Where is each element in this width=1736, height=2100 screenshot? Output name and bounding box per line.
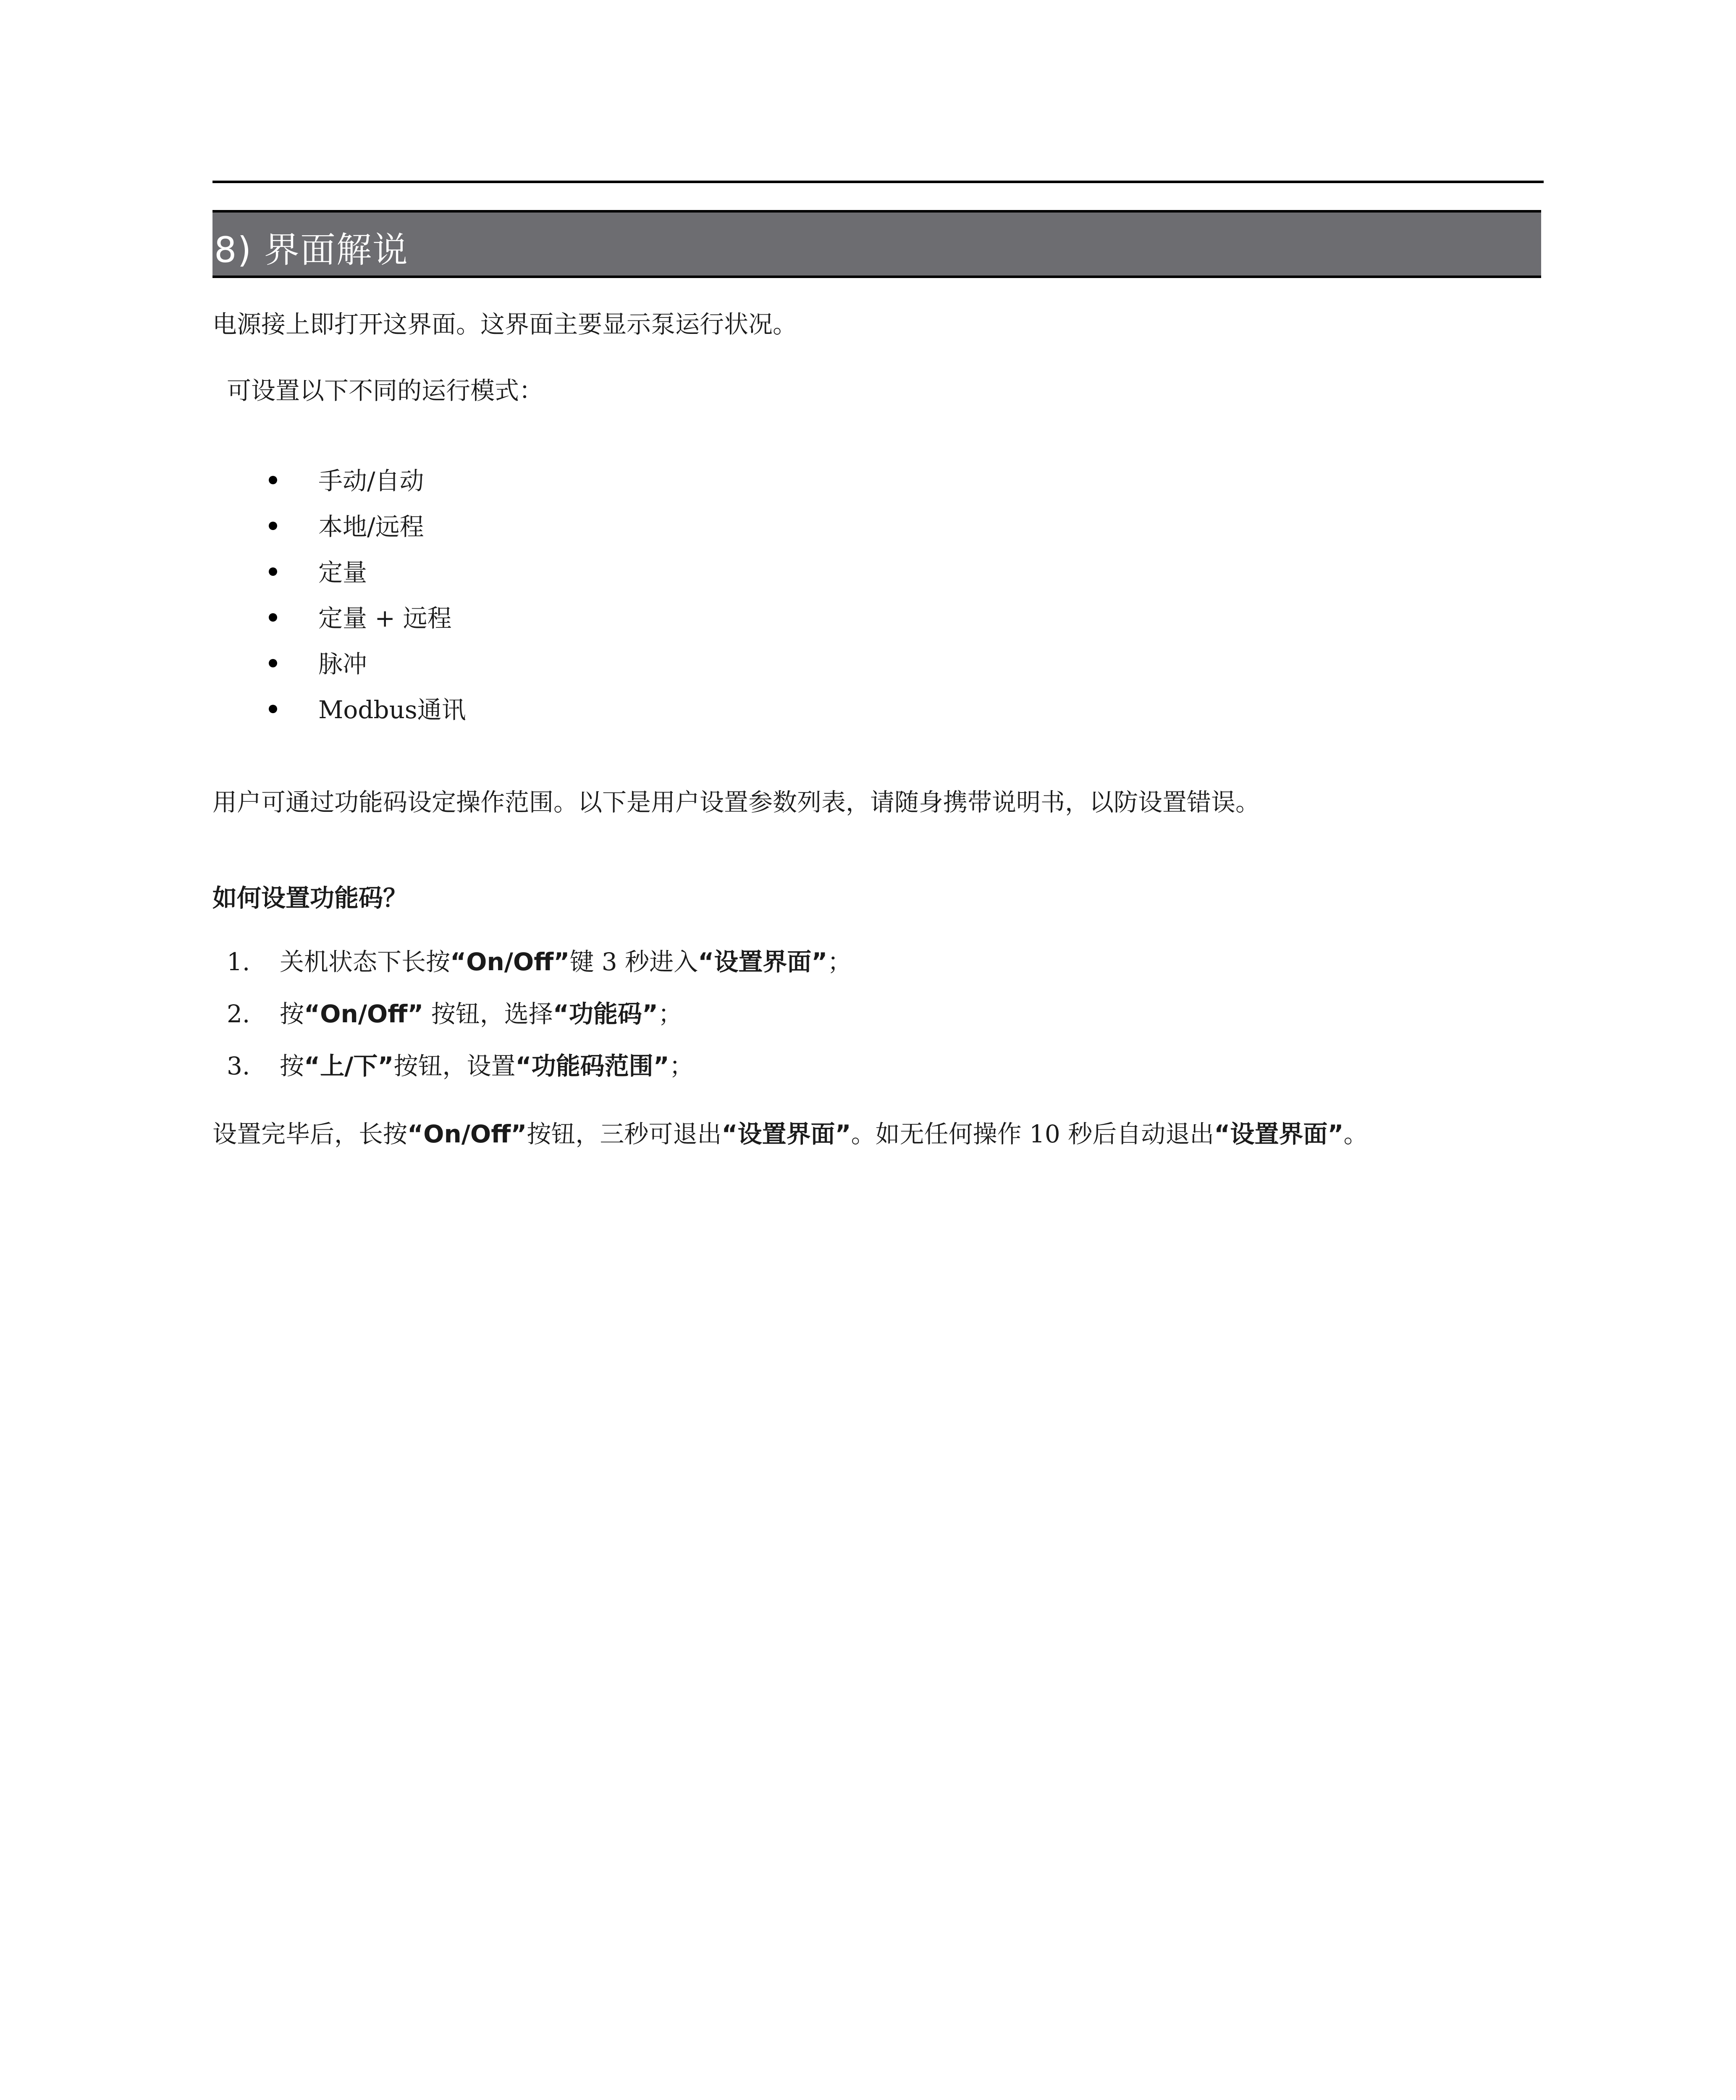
step-text: 按“上/下”按钮，设置“功能码范围”； — [280, 1052, 694, 1080]
bullet-icon — [269, 522, 277, 530]
closing-paragraph: 设置完毕后，长按“On/Off”按钮，三秒可退出“设置界面”。如无任何操作 10 秒后自动退出“设置界面”。 — [212, 1120, 1368, 1148]
step-number: 2. — [227, 1000, 250, 1028]
section-header — [212, 210, 1541, 278]
bullet-icon — [269, 476, 277, 484]
step-number: 3. — [227, 1052, 250, 1080]
howto-heading: 如何设置功能码？ — [212, 884, 408, 912]
bullet-icon — [269, 567, 277, 576]
bullet-icon — [269, 613, 277, 622]
function-code-note: 用户可通过功能码设定操作范围。以下是用户设置参数列表，请随身携带说明书，以防设置错误。 — [212, 788, 1260, 816]
section-title: 8) 界面解说 — [214, 229, 409, 270]
top-rule — [212, 181, 1544, 183]
intro-paragraph: 电源接上即打开这界面。这界面主要显示泵运行状况。 — [212, 310, 797, 339]
step-text: 按“On/Off” 按钮，选择“功能码”； — [280, 1000, 683, 1028]
step-text: 关机状态下长按“On/Off”键 3 秒进入“设置界面”； — [280, 948, 852, 976]
bullet-icon — [269, 705, 277, 713]
bullet-icon — [269, 659, 277, 667]
modes-intro: 可设置以下不同的运行模式： — [227, 376, 544, 405]
step-number: 1. — [227, 948, 250, 976]
